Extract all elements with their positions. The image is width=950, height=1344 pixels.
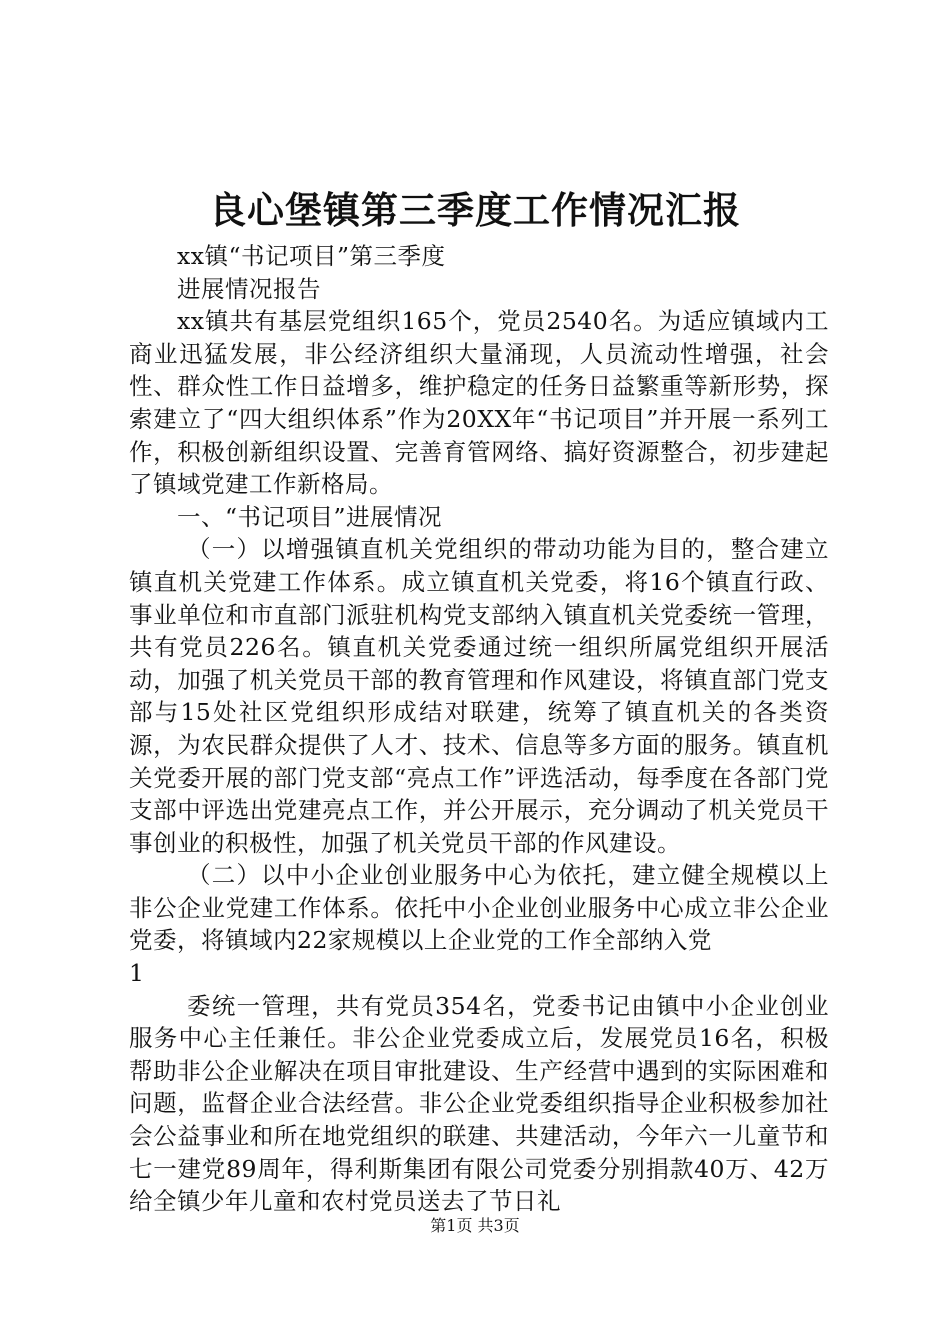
document-body bbox=[129, 240, 829, 1218]
page-break-number: 1 bbox=[129, 959, 144, 988]
item-one-paragraph: （一）以增强镇直机关党组织的带动功能为目的，整合建立镇直机关党建工作体系。成立镇直机关党委，将16个镇直行政、事业单位和市直部门派驻机构党支部纳入镇直机关党委统一管理，共有党员226名。镇直机关党委通过统一组织所属党组织开展活动，加强了机关党员干部的教育管理和作风建设，将镇直部门党支部与15处社区党组织形成结对联建，统筹了镇直机关的各类资源，为农民群众提供了人才、技术、信息等多方面的服务。镇直机关党委开展的部门党支部“亮点工作”评选活动，每季度在各部门党支部中评选出党建亮点工作，并公开展示，充分调动了机关党员干事创业的积极性，加强了机关党员干部的作风建设。 bbox=[129, 535, 829, 857]
item-two-paragraph: （二）以中小企业创业服务中心为依托，建立健全规模以上非公企业党建工作体系。依托中小企业创业服务中心成立非公企业党委，将镇域内22家规模以上企业党的工作全部纳入党 bbox=[129, 861, 829, 955]
section-heading: 一、“书记项目”进展情况 bbox=[177, 502, 443, 531]
continued-paragraph: 委统一管理，共有党员354名，党委书记由镇中小企业创业服务中心主任兼任。非公企业党委成立后，发展党员16名，积极帮助非公企业解决在项目审批建设、生产经营中遇到的实际困难和问题，监督企业合法经营。非公企业党委组织指导企业积极参加社会公益事业和所在地党组织的联建、共建活动，今年六一儿童节和七一建党89周年，得利斯集团有限公司党委分别捐款40万、42万给全镇少年儿童和农村党员送去了节日礼 bbox=[129, 991, 829, 1216]
intro-paragraph: xx镇共有基层党组织165个，党员2540名。为适应镇域内工商业迅猛发展，非公经济组织大量涌现，人员流动性增强，社会性、群众性工作日益增多，维护稳定的任务日益繁重等新形势，探索建立了“四大组织体系”作为20XX年“书记项目”并开展一系列工作，积极创新组织设置、完善育管网络、搞好资源整合，初步建起了镇域党建工作新格局。 bbox=[129, 307, 829, 499]
document-title: 良心堡镇第三季度工作情况汇报 bbox=[209, 188, 741, 232]
page-footer: 第1页 共3页 bbox=[430, 1216, 520, 1235]
subtitle-line-1: xx镇“书记项目”第三季度 bbox=[177, 242, 446, 270]
subtitle-line-2: 进展情况报告 bbox=[177, 274, 321, 303]
